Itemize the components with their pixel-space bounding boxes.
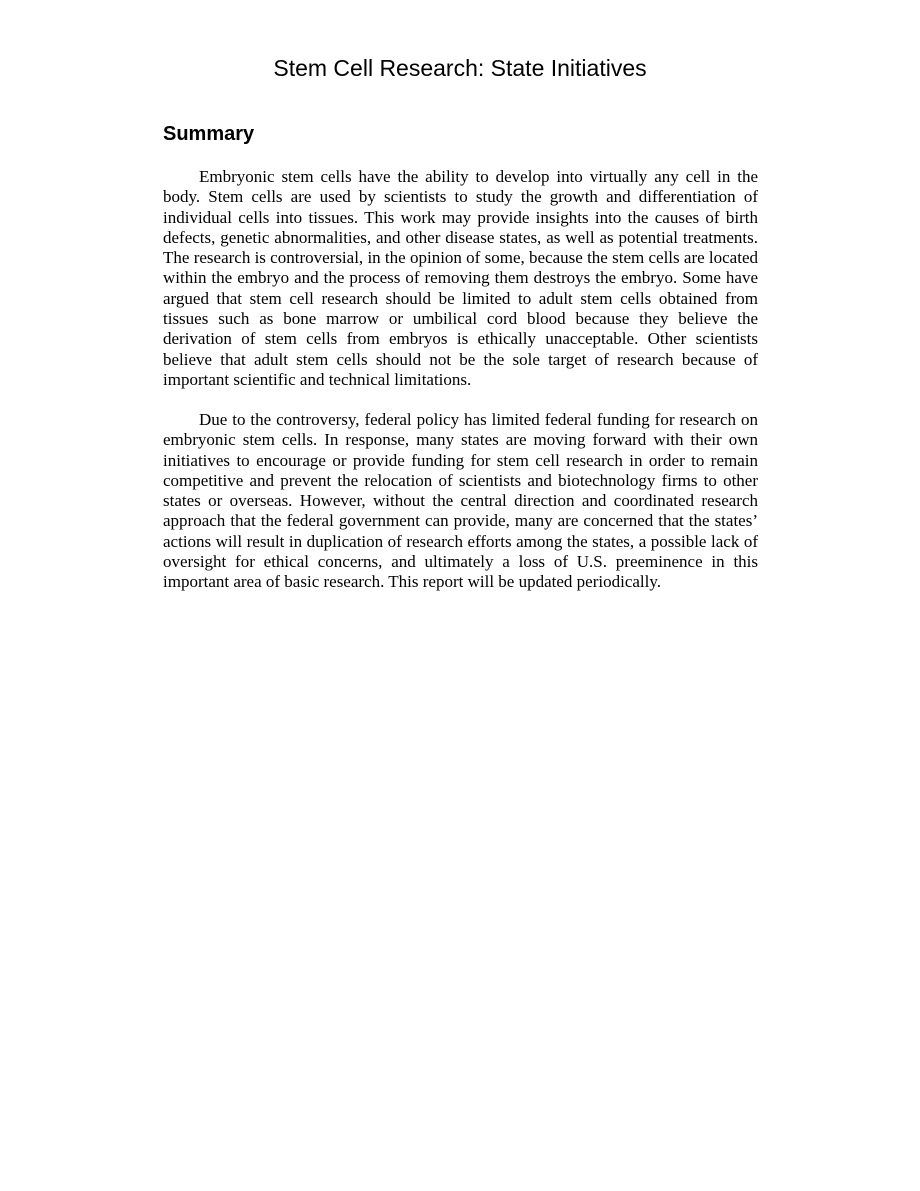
summary-paragraph-2: Due to the controversy, federal policy has limited federal funding for research on embryonic stem cells. In response, many states are moving forward with their own initiatives to encourage or provide funding for stem cell research in order to remain competitive and prevent the relocation of scientists and biotechnology firms to other states or overseas. However, without the central direction and coordinated research approach that the federal government can provide, many are concerned that the states’ actions will result in duplication of research efforts among the states, a possible lack of oversight for ethical concerns, and ultimately a loss of U.S. preeminence in this important area of basic research. This report will be updated periodically. [163,410,758,592]
summary-paragraph-1: Embryonic stem cells have the ability to develop into virtually any cell in the body. Stem cells are used by scientists to study the growth and differentiation of individual cells into tissues. This work may provide insights into the causes of birth defects, genetic abnormalities, and other disease states, as well as potential treatments. The research is controversial, in the opinion of some, because the stem cells are located within the embryo and the process of removing them destroys the embryo. Some have argued that stem cell research should be limited to adult stem cells obtained from tissues such as bone marrow or umbilical cord blood because they believe the derivation of stem cells from embryos is ethically unacceptable. Other scientists believe that adult stem cells should not be the sole target of research because of important scientific and technical limitations. [163,167,758,389]
page-title: Stem Cell Research: State Initiatives [273,55,647,81]
section-heading-summary: Summary [163,123,255,145]
